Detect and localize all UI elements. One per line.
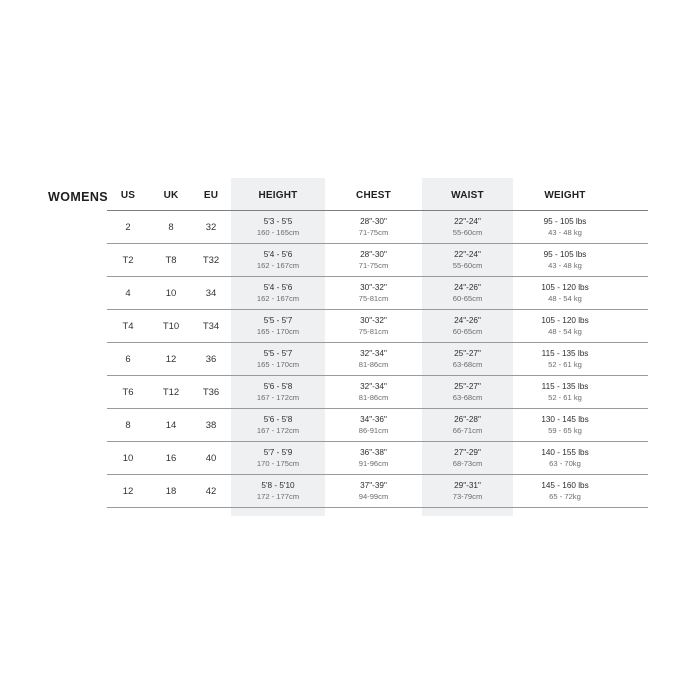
cell-us-value: 6 [125,353,131,365]
cell-weight-imperial: 95 - 105 lbs [543,217,587,226]
cell-height-metric: 165 - 170cm [256,360,300,369]
cell-weight-imperial: 130 - 145 lbs [541,415,589,424]
cell-waist-metric: 68-73cm [452,459,483,468]
cell-us [110,244,146,276]
cell-weight-metric: 63 - 70kg [549,459,581,468]
cell-height [231,310,325,342]
cell-waist-metric: 55-60cm [452,228,483,237]
cell-us [110,211,146,243]
cell-eu [193,211,229,243]
cell-weight-metric: 43 - 48 kg [548,228,582,237]
header-waist: WAIST [451,190,484,201]
cell-waist [422,244,513,276]
cell-uk-value: T10 [162,320,180,332]
cell-uk [152,409,190,441]
cell-waist [422,211,513,243]
cell-us [110,343,146,375]
table-row [0,442,700,474]
cell-weight [513,475,617,507]
cell-waist-imperial: 29"-31" [454,481,481,490]
cell-us [110,409,146,441]
cell-waist-metric: 66-71cm [452,426,483,435]
cell-waist-metric: 63-68cm [452,360,483,369]
cell-eu [193,475,229,507]
cell-us [110,310,146,342]
header-chest: CHEST [356,190,391,201]
cell-waist [422,475,513,507]
cell-eu [193,376,229,408]
cell-chest [325,442,422,474]
cell-height [231,409,325,441]
cell-waist-imperial: 22"-24" [454,217,481,226]
cell-weight-imperial: 140 - 155 lbs [541,448,589,457]
cell-us-value: 8 [125,419,131,431]
cell-uk-value: 12 [165,353,177,365]
cell-waist-imperial: 22"-24" [454,250,481,259]
cell-chest-metric: 91-96cm [358,459,389,468]
cell-height-imperial: 5'4 - 5'6 [263,250,293,259]
cell-uk [152,277,190,309]
cell-height [231,211,325,243]
table-row [0,343,700,375]
cell-chest-imperial: 32"-34" [360,349,387,358]
cell-weight-imperial: 105 - 120 lbs [541,283,589,292]
cell-height-metric: 170 - 175cm [256,459,300,468]
cell-height-metric: 160 - 165cm [256,228,300,237]
cell-eu-value: 38 [205,419,217,431]
cell-uk-value: T12 [162,386,180,398]
cell-chest-metric: 86-91cm [358,426,389,435]
cell-chest [325,277,422,309]
cell-chest-imperial: 37"-39" [360,481,387,490]
table-row [0,310,700,342]
cell-height-imperial: 5'5 - 5'7 [263,316,293,325]
cell-chest [325,376,422,408]
cell-weight-imperial: 115 - 135 lbs [541,349,589,358]
cell-height-metric: 162 - 167cm [256,294,300,303]
cell-uk-value: 10 [165,287,177,299]
cell-eu-value: T36 [202,386,220,398]
cell-weight-metric: 48 - 54 kg [548,327,582,336]
header-uk: UK [163,190,179,201]
cell-eu [193,244,229,276]
cell-eu-value: T32 [202,254,220,266]
cell-eu-value: 42 [205,485,217,497]
cell-us [110,475,146,507]
cell-eu [193,277,229,309]
cell-waist [422,409,513,441]
cell-height-metric: 167 - 172cm [256,393,300,402]
cell-waist-metric: 63-68cm [452,393,483,402]
cell-waist-imperial: 24"-26" [454,283,481,292]
cell-uk-value: 8 [168,221,174,233]
cell-weight [513,442,617,474]
cell-waist [422,277,513,309]
cell-us-value: T4 [122,320,134,332]
cell-eu-value: T34 [202,320,220,332]
table-row [0,409,700,441]
cell-height-metric: 162 - 167cm [256,261,300,270]
cell-weight [513,244,617,276]
table-row [0,277,700,309]
cell-height-metric: 172 - 177cm [256,492,300,501]
cell-height [231,475,325,507]
header-us: US [120,190,136,201]
cell-waist [422,442,513,474]
cell-weight [513,343,617,375]
table-row [0,244,700,276]
cell-weight [513,376,617,408]
chart-title: WOMENS [48,190,109,204]
cell-weight-imperial: 105 - 120 lbs [541,316,589,325]
cell-waist-imperial: 24"-26" [454,316,481,325]
cell-height-metric: 167 - 172cm [256,426,300,435]
cell-chest-metric: 81-86cm [358,393,389,402]
cell-weight-metric: 65 - 72kg [549,492,581,501]
cell-height-imperial: 5'7 - 5'9 [263,448,293,457]
cell-height [231,442,325,474]
cell-height-metric: 165 - 170cm [256,327,300,336]
cell-eu-value: 34 [205,287,217,299]
header-height: HEIGHT [258,190,298,201]
cell-height-imperial: 5'8 - 5'10 [261,481,295,490]
cell-weight [513,409,617,441]
cell-chest-metric: 94-99cm [358,492,389,501]
cell-eu [193,310,229,342]
cell-waist [422,376,513,408]
cell-weight-metric: 52 - 61 kg [548,360,582,369]
cell-eu-value: 32 [205,221,217,233]
cell-chest-imperial: 32"-34" [360,382,387,391]
table-row [0,475,700,507]
cell-chest [325,211,422,243]
cell-chest-metric: 71-75cm [358,228,389,237]
cell-chest [325,310,422,342]
cell-uk-value: 18 [165,485,177,497]
cell-weight [513,211,617,243]
cell-eu [193,409,229,441]
cell-waist-imperial: 27"-29" [454,448,481,457]
cell-waist [422,343,513,375]
cell-us [110,442,146,474]
cell-weight [513,310,617,342]
cell-height [231,244,325,276]
cell-chest-metric: 75-81cm [358,327,389,336]
cell-waist-metric: 55-60cm [452,261,483,270]
cell-chest-imperial: 30"-32" [360,283,387,292]
cell-us-value: T6 [122,386,134,398]
cell-chest-imperial: 34"-36" [360,415,387,424]
cell-weight-metric: 59 - 65 kg [548,426,582,435]
cell-eu-value: 40 [205,452,217,464]
cell-chest-imperial: 28"-30" [360,250,387,259]
cell-waist-imperial: 25"-27" [454,382,481,391]
cell-height [231,277,325,309]
cell-uk [152,211,190,243]
cell-us-value: 10 [122,452,134,464]
row-divider [107,507,648,508]
cell-weight-imperial: 115 - 135 lbs [541,382,589,391]
cell-waist [422,310,513,342]
cell-us [110,277,146,309]
cell-us-value: T2 [122,254,134,266]
cell-waist-metric: 73-79cm [452,492,483,501]
cell-uk [152,475,190,507]
cell-uk [152,310,190,342]
cell-us-value: 2 [125,221,131,233]
cell-uk [152,244,190,276]
cell-chest [325,475,422,507]
cell-chest-metric: 81-86cm [358,360,389,369]
cell-uk-value: 14 [165,419,177,431]
cell-eu [193,442,229,474]
cell-height [231,343,325,375]
cell-waist-imperial: 26"-28" [454,415,481,424]
cell-weight-metric: 43 - 48 kg [548,261,582,270]
cell-height-imperial: 5'5 - 5'7 [263,349,293,358]
cell-chest-imperial: 36"-38" [360,448,387,457]
cell-uk [152,343,190,375]
table-row [0,211,700,243]
cell-waist-metric: 60-65cm [452,294,483,303]
cell-uk-value: T8 [165,254,177,266]
cell-chest-imperial: 28"-30" [360,217,387,226]
cell-height-imperial: 5'4 - 5'6 [263,283,293,292]
cell-chest [325,343,422,375]
cell-height-imperial: 5'6 - 5'8 [263,382,293,391]
cell-chest [325,244,422,276]
cell-height [231,376,325,408]
cell-uk [152,442,190,474]
cell-eu [193,343,229,375]
table-row [0,376,700,408]
cell-chest-metric: 75-81cm [358,294,389,303]
cell-waist-metric: 60-65cm [452,327,483,336]
cell-chest-metric: 71-75cm [358,261,389,270]
cell-weight-imperial: 95 - 105 lbs [543,250,587,259]
cell-uk-value: 16 [165,452,177,464]
cell-us [110,376,146,408]
cell-height-imperial: 5'6 - 5'8 [263,415,293,424]
cell-eu-value: 36 [205,353,217,365]
cell-height-imperial: 5'3 - 5'5 [263,217,293,226]
header-weight: WEIGHT [544,190,586,201]
cell-chest-imperial: 30"-32" [360,316,387,325]
cell-weight-imperial: 145 - 160 lbs [541,481,589,490]
cell-weight-metric: 48 - 54 kg [548,294,582,303]
cell-weight [513,277,617,309]
cell-uk [152,376,190,408]
cell-us-value: 12 [122,485,134,497]
cell-chest [325,409,422,441]
cell-us-value: 4 [125,287,131,299]
header-eu: EU [203,190,219,201]
cell-weight-metric: 52 - 61 kg [548,393,582,402]
cell-waist-imperial: 25"-27" [454,349,481,358]
